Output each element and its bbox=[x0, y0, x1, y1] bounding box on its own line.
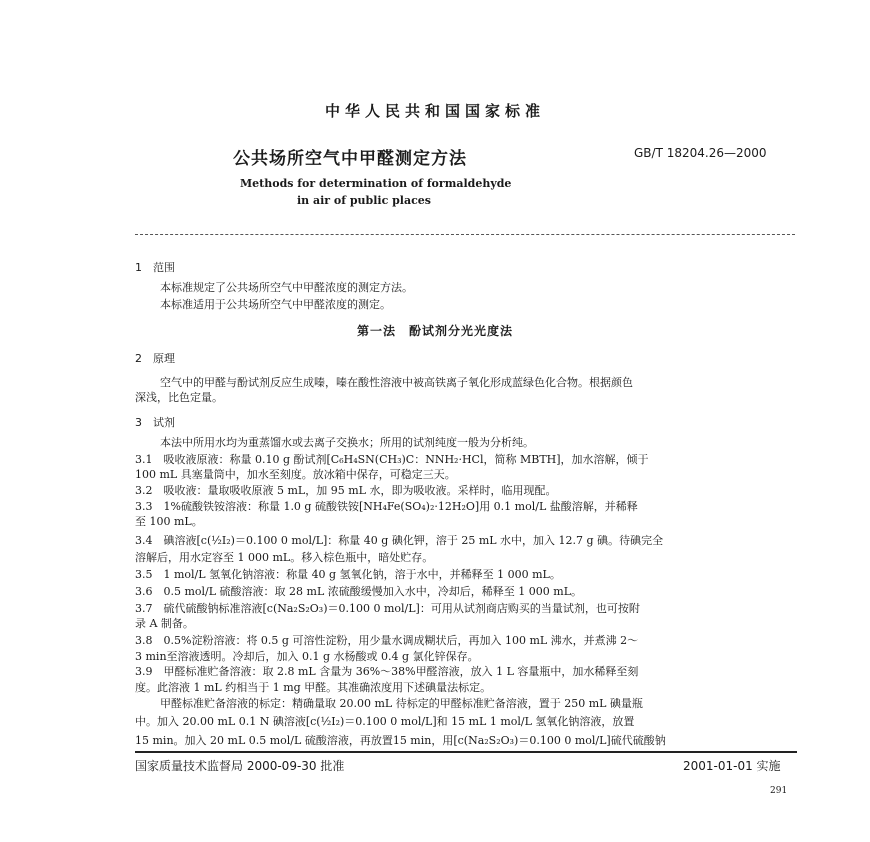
clause-3-8-line1: 3.8 0.5%淀粉溶液：将 0.5 g 可溶性淀粉，用少量水调成糊状后，再加入 100 mL 沸水，并煮沸 2～ bbox=[135, 634, 639, 647]
page-number: 291 bbox=[770, 786, 788, 796]
method-title: 第一法 酚试剂分光光度法 bbox=[356, 324, 513, 338]
standard-code: GB/T 18204.26—2000 bbox=[634, 146, 767, 160]
clause-3-9-line2: 度。此溶液 1 mL 约相当于 1 mg 甲醛。其准确浓度用下述碘量法标定。 bbox=[135, 681, 492, 694]
clause-3-2: 3.2 吸收液：量取吸收原液 5 mL，加 95 mL 水，即为吸收液。采样时，临用现配。 bbox=[135, 484, 557, 497]
clause-3-6: 3.6 0.5 mol/L 硫酸溶液：取 28 mL 浓硫酸缓慢加入水中，冷却后，稀释至 1 000 mL。 bbox=[135, 585, 583, 598]
clause-3-3-line1: 3.3 1%硫酸铁铵溶液：称量 1.0 g 硫酸铁铵[NH₄Fe(SO₄)₂·12H₂O]用 0.1 mol/L 盐酸溶解，并稀释 bbox=[135, 500, 638, 513]
calibration-paragraph-line2: 中。加入 20.00 mL 0.1 N 碘溶液[c(½I₂)＝0.100 0 mol/L]和 15 mL 1 mol/L 氢氧化钠溶液，放置 bbox=[135, 715, 635, 728]
section-2-paragraph-line1: 空气中的甲醛与酚试剂反应生成嗪，嗪在酸性溶液中被高铁离子氧化形成蓝绿色化合物。根据颜色 bbox=[160, 376, 633, 389]
section-1-heading: 1 范围 bbox=[135, 261, 175, 274]
header-divider bbox=[135, 234, 795, 235]
clause-3-9-line1: 3.9 甲醛标准贮备溶液：取 2.8 mL 含量为 36%～38%甲醛溶液，放入 1 L 容量瓶中，加水稀释至刻 bbox=[135, 665, 639, 678]
clause-3-1-line1: 3.1 吸收液原液：称量 0.10 g 酚试剂[C₆H₄SN(CH₃)C：NNH₂·HCl，简称 MBTH]，加水溶解，倾于 bbox=[135, 453, 649, 466]
clause-3-5: 3.5 1 mol/L 氢氧化钠溶液：称量 40 g 氢氧化钠，溶于水中，并稀释至 1 000 mL。 bbox=[135, 568, 561, 581]
clause-3-8-line2: 3 min至溶液透明。冷却后，加入 0.1 g 水杨酸或 0.4 g 氯化锌保存。 bbox=[135, 650, 479, 663]
document-title-en-line1: Methods for determination of formaldehyde bbox=[240, 177, 512, 190]
section-3-intro: 本法中所用水均为重蒸馏水或去离子交换水；所用的试剂纯度一般为分析纯。 bbox=[160, 436, 534, 449]
approval-statement: 国家质量技术监督局 2000-09-30 批准 bbox=[135, 759, 345, 773]
document-title-cn: 公共场所空气中甲醛测定方法 bbox=[233, 149, 467, 169]
clause-3-4-line2: 溶解后，用水定容至 1 000 mL。移入棕色瓶中，暗处贮存。 bbox=[135, 551, 434, 564]
clause-3-3-line2: 至 100 mL。 bbox=[135, 515, 203, 528]
implementation-date: 2001-01-01 实施 bbox=[683, 759, 781, 773]
calibration-paragraph-line3: 15 min。加入 20 mL 0.5 mol/L 硫酸溶液，再放置15 min，用[c(Na₂S₂O₃)＝0.100 0 mol/L]硫代硫酸钠 bbox=[135, 734, 666, 747]
clause-3-1-line2: 100 mL 具塞量筒中，加水至刻度。放冰箱中保存，可稳定三天。 bbox=[135, 468, 456, 481]
calibration-paragraph-line1: 甲醛标准贮备溶液的标定：精确量取 20.00 mL 待标定的甲醛标准贮备溶液，置于 250 mL 碘量瓶 bbox=[160, 697, 643, 710]
national-standard-heading: 中华人民共和国国家标准 bbox=[324, 102, 545, 120]
document-title-en-line2: in air of public places bbox=[297, 194, 431, 207]
section-3-heading: 3 试剂 bbox=[135, 416, 175, 429]
clause-3-7-line2: 录 A 制备。 bbox=[135, 617, 194, 630]
footer-divider bbox=[135, 751, 797, 753]
clause-3-4-line1: 3.4 碘溶液[c(½I₂)＝0.100 0 mol/L]：称量 40 g 碘化钾，溶于 25 mL 水中，加入 12.7 g 碘。待碘完全 bbox=[135, 534, 664, 547]
section-1-paragraph-1: 本标准规定了公共场所空气中甲醛浓度的测定方法。 bbox=[160, 281, 413, 294]
section-1-paragraph-2: 本标准适用于公共场所空气中甲醛浓度的测定。 bbox=[160, 298, 391, 311]
section-2-paragraph-line2: 深浅，比色定量。 bbox=[135, 391, 223, 404]
section-2-heading: 2 原理 bbox=[135, 352, 175, 365]
clause-3-7-line1: 3.7 硫代硫酸钠标准溶液[c(Na₂S₂O₃)＝0.100 0 mol/L]：可用从试剂商店购买的当量试剂，也可按附 bbox=[135, 602, 640, 615]
